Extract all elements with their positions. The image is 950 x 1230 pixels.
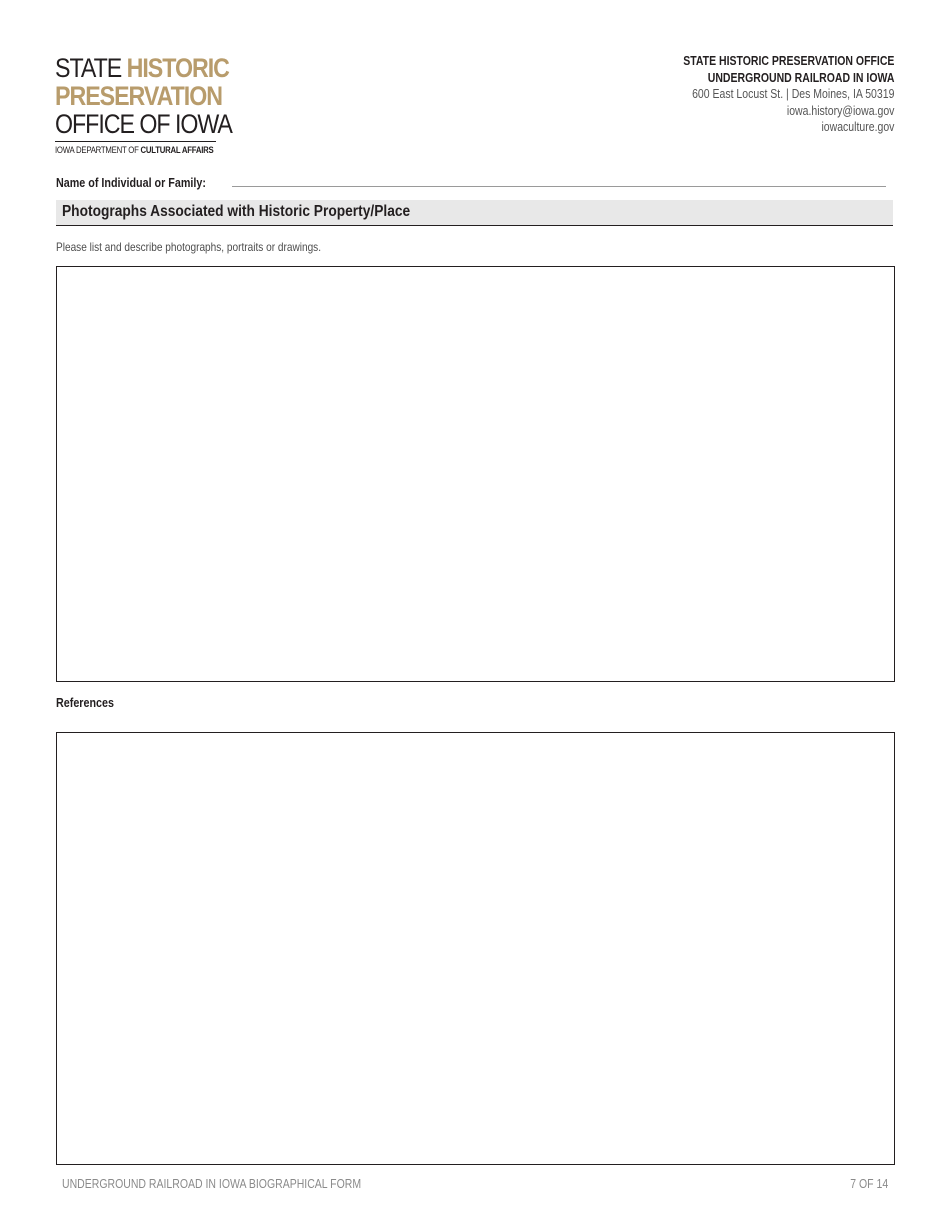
footer-form-title: UNDERGROUND RAILROAD IN IOWA BIOGRAPHICAL FORM [62,1177,362,1191]
logo-department-prefix: IOWA DEPARTMENT OF [55,145,141,156]
footer-page-number: 7 OF 14 [850,1177,888,1191]
shpo-logo [55,53,232,156]
name-field-label: Name of Individual or Family: [56,176,206,190]
name-field-row [56,172,886,190]
logo-department-name: CULTURAL AFFAIRS [140,145,214,156]
office-email: iowa.history@iowa.gov [786,103,894,118]
logo-line-state-historic [55,53,229,83]
logo-department [55,145,214,156]
logo-state-word: STATE [55,53,127,83]
program-name: UNDERGROUND RAILROAD IN IOWA [707,70,894,85]
office-address: 600 East Locust St. | Des Moines, IA 50319 [691,87,894,101]
section-header [56,200,893,226]
office-website: iowaculture.gov [821,120,894,134]
office-name: STATE HISTORIC PRESERVATION OFFICE [682,54,894,68]
logo-historic-word: HISTORIC [126,53,229,83]
references-box[interactable] [56,732,895,1165]
office-contact-block [643,53,894,136]
name-field-input[interactable] [232,186,886,187]
section-title: Photographs Associated with Historic Property/Place [62,203,411,220]
logo-divider [55,141,216,142]
photos-instruction: Please list and describe photographs, portraits or drawings. [56,240,322,254]
references-label: References [56,696,114,710]
logo-preservation-word: PRESERVATION [55,81,222,111]
logo-office-of-iowa: OFFICE OF IOWA [55,109,232,139]
photos-description-box[interactable] [56,266,895,682]
